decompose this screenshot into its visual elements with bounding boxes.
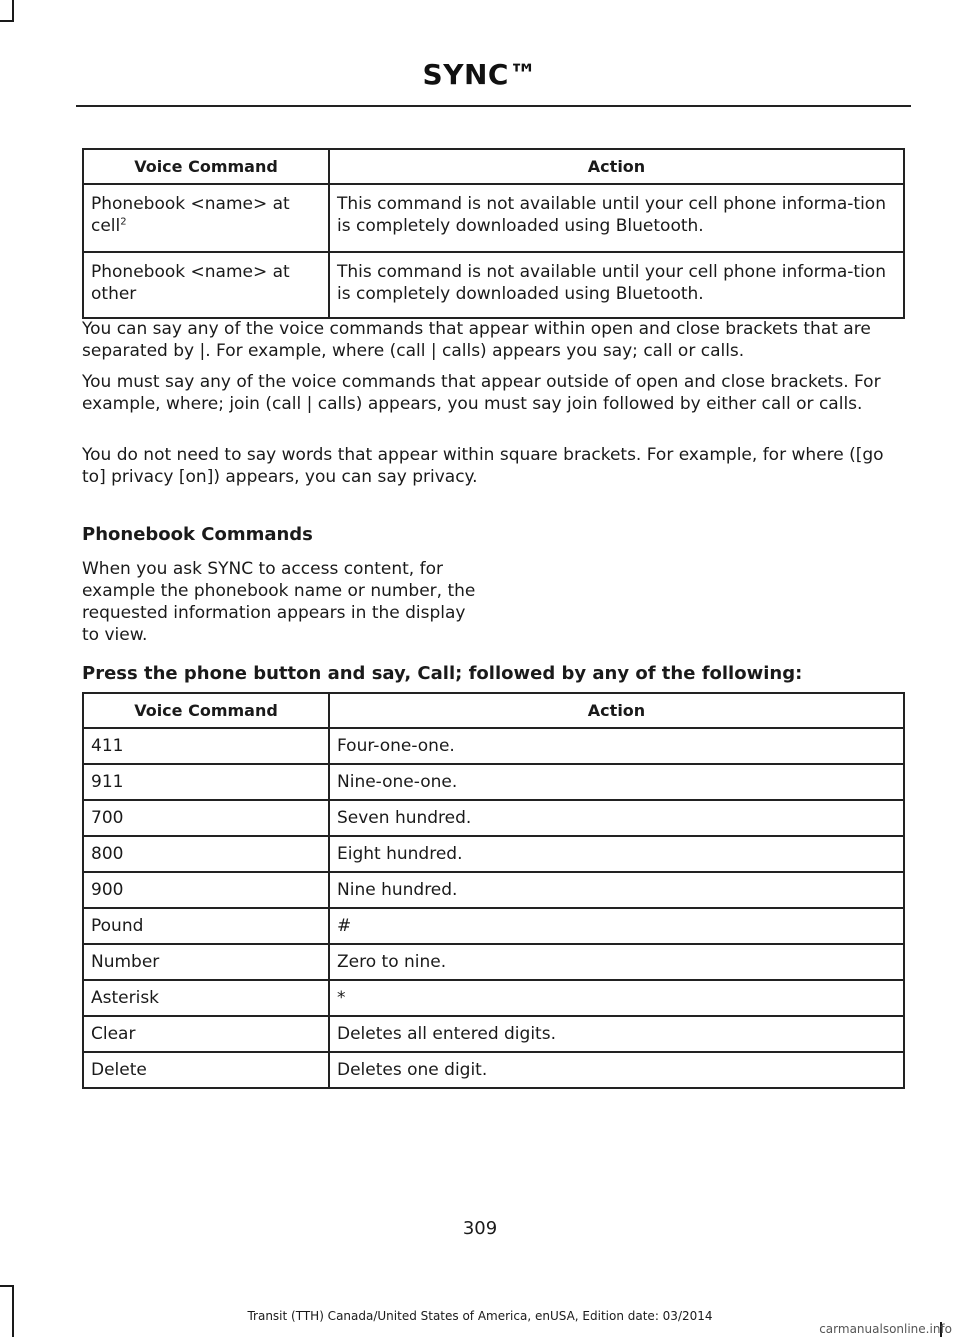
command-cell: 900 (83, 872, 329, 908)
command-cell: Asterisk (83, 980, 329, 1016)
table-row (83, 1052, 904, 1088)
action-cell: Nine hundred. (329, 872, 904, 908)
body-paragraph: You do not need to say words that appear within square brackets. For example, for where ([go to] privacy [on]) appears, you can say privacy. (82, 445, 884, 487)
voice-command-table-1 (82, 148, 905, 319)
command-text: Phonebook <name> at cell (91, 194, 290, 236)
table-row (83, 728, 904, 764)
column-header-action: Action (329, 693, 904, 728)
table-row (83, 908, 904, 944)
table-row (83, 252, 904, 318)
page-number: 309 (462, 1218, 498, 1239)
column-header-action: Action (329, 149, 904, 184)
table-row (83, 764, 904, 800)
table-row (83, 184, 904, 252)
action-cell: This command is not available until your cell phone informa-tion is completely downloaded using Bluetooth. (329, 184, 904, 252)
action-cell: Nine-one-one. (329, 764, 904, 800)
command-cell: Number (83, 944, 329, 980)
command-cell: Delete (83, 1052, 329, 1088)
voice-command-table-2 (82, 692, 905, 1089)
table-row (83, 980, 904, 1016)
table-header-row (83, 693, 904, 728)
body-paragraph: You can say any of the voice commands that appear within open and close brackets that are separated by |. For example, where (call | calls) appears you say; call or calls. (82, 319, 871, 361)
command-cell: 911 (83, 764, 329, 800)
action-cell: * (329, 980, 904, 1016)
crop-mark-bottom-left-h (0, 1285, 14, 1287)
command-cell (83, 184, 329, 252)
action-cell: Deletes one digit. (329, 1052, 904, 1088)
table-row (83, 872, 904, 908)
action-cell: This command is not available until your cell phone informa-tion is completely downloaded using Bluetooth. (329, 252, 904, 318)
crop-mark-top-left-v (12, 0, 14, 22)
command-cell: 800 (83, 836, 329, 872)
footer-edition: Transit (TTH) Canada/United States of America, enUSA, Edition date: 03/2014 (247, 1309, 713, 1323)
crop-mark-top-left-h (0, 20, 14, 22)
table-header-row (83, 149, 904, 184)
action-cell: Eight hundred. (329, 836, 904, 872)
header-rule (76, 105, 911, 107)
instruction-heading: Press the phone button and say, Call; followed by any of the following: (82, 663, 803, 684)
action-cell: Deletes all entered digits. (329, 1016, 904, 1052)
command-cell: Pound (83, 908, 329, 944)
command-cell: 700 (83, 800, 329, 836)
table-row (83, 1016, 904, 1052)
body-paragraph: You must say any of the voice commands that appear outside of open and close brackets. For example, where; join (call | calls) appears, you must say join followed by either call or calls. (82, 372, 881, 414)
column-header-voice-command: Voice Command (83, 693, 329, 728)
table-row (83, 944, 904, 980)
command-cell: 411 (83, 728, 329, 764)
table-row (83, 836, 904, 872)
table-row (83, 800, 904, 836)
column-header-voice-command: Voice Command (83, 149, 329, 184)
action-cell: # (329, 908, 904, 944)
action-cell: Zero to nine. (329, 944, 904, 980)
watermark: carmanualsonline.info (819, 1322, 952, 1336)
section-intro: When you ask SYNC to access content, for example the phonebook name or number, the requested information appears in the display to view. (82, 559, 476, 645)
section-heading: Phonebook Commands (82, 524, 313, 545)
page-header-title: SYNC™ (422, 58, 538, 91)
footnote-marker: 2 (120, 216, 127, 228)
command-cell: Clear (83, 1016, 329, 1052)
action-cell: Seven hundred. (329, 800, 904, 836)
command-cell: Phonebook <name> at other (83, 252, 329, 318)
action-cell: Four-one-one. (329, 728, 904, 764)
